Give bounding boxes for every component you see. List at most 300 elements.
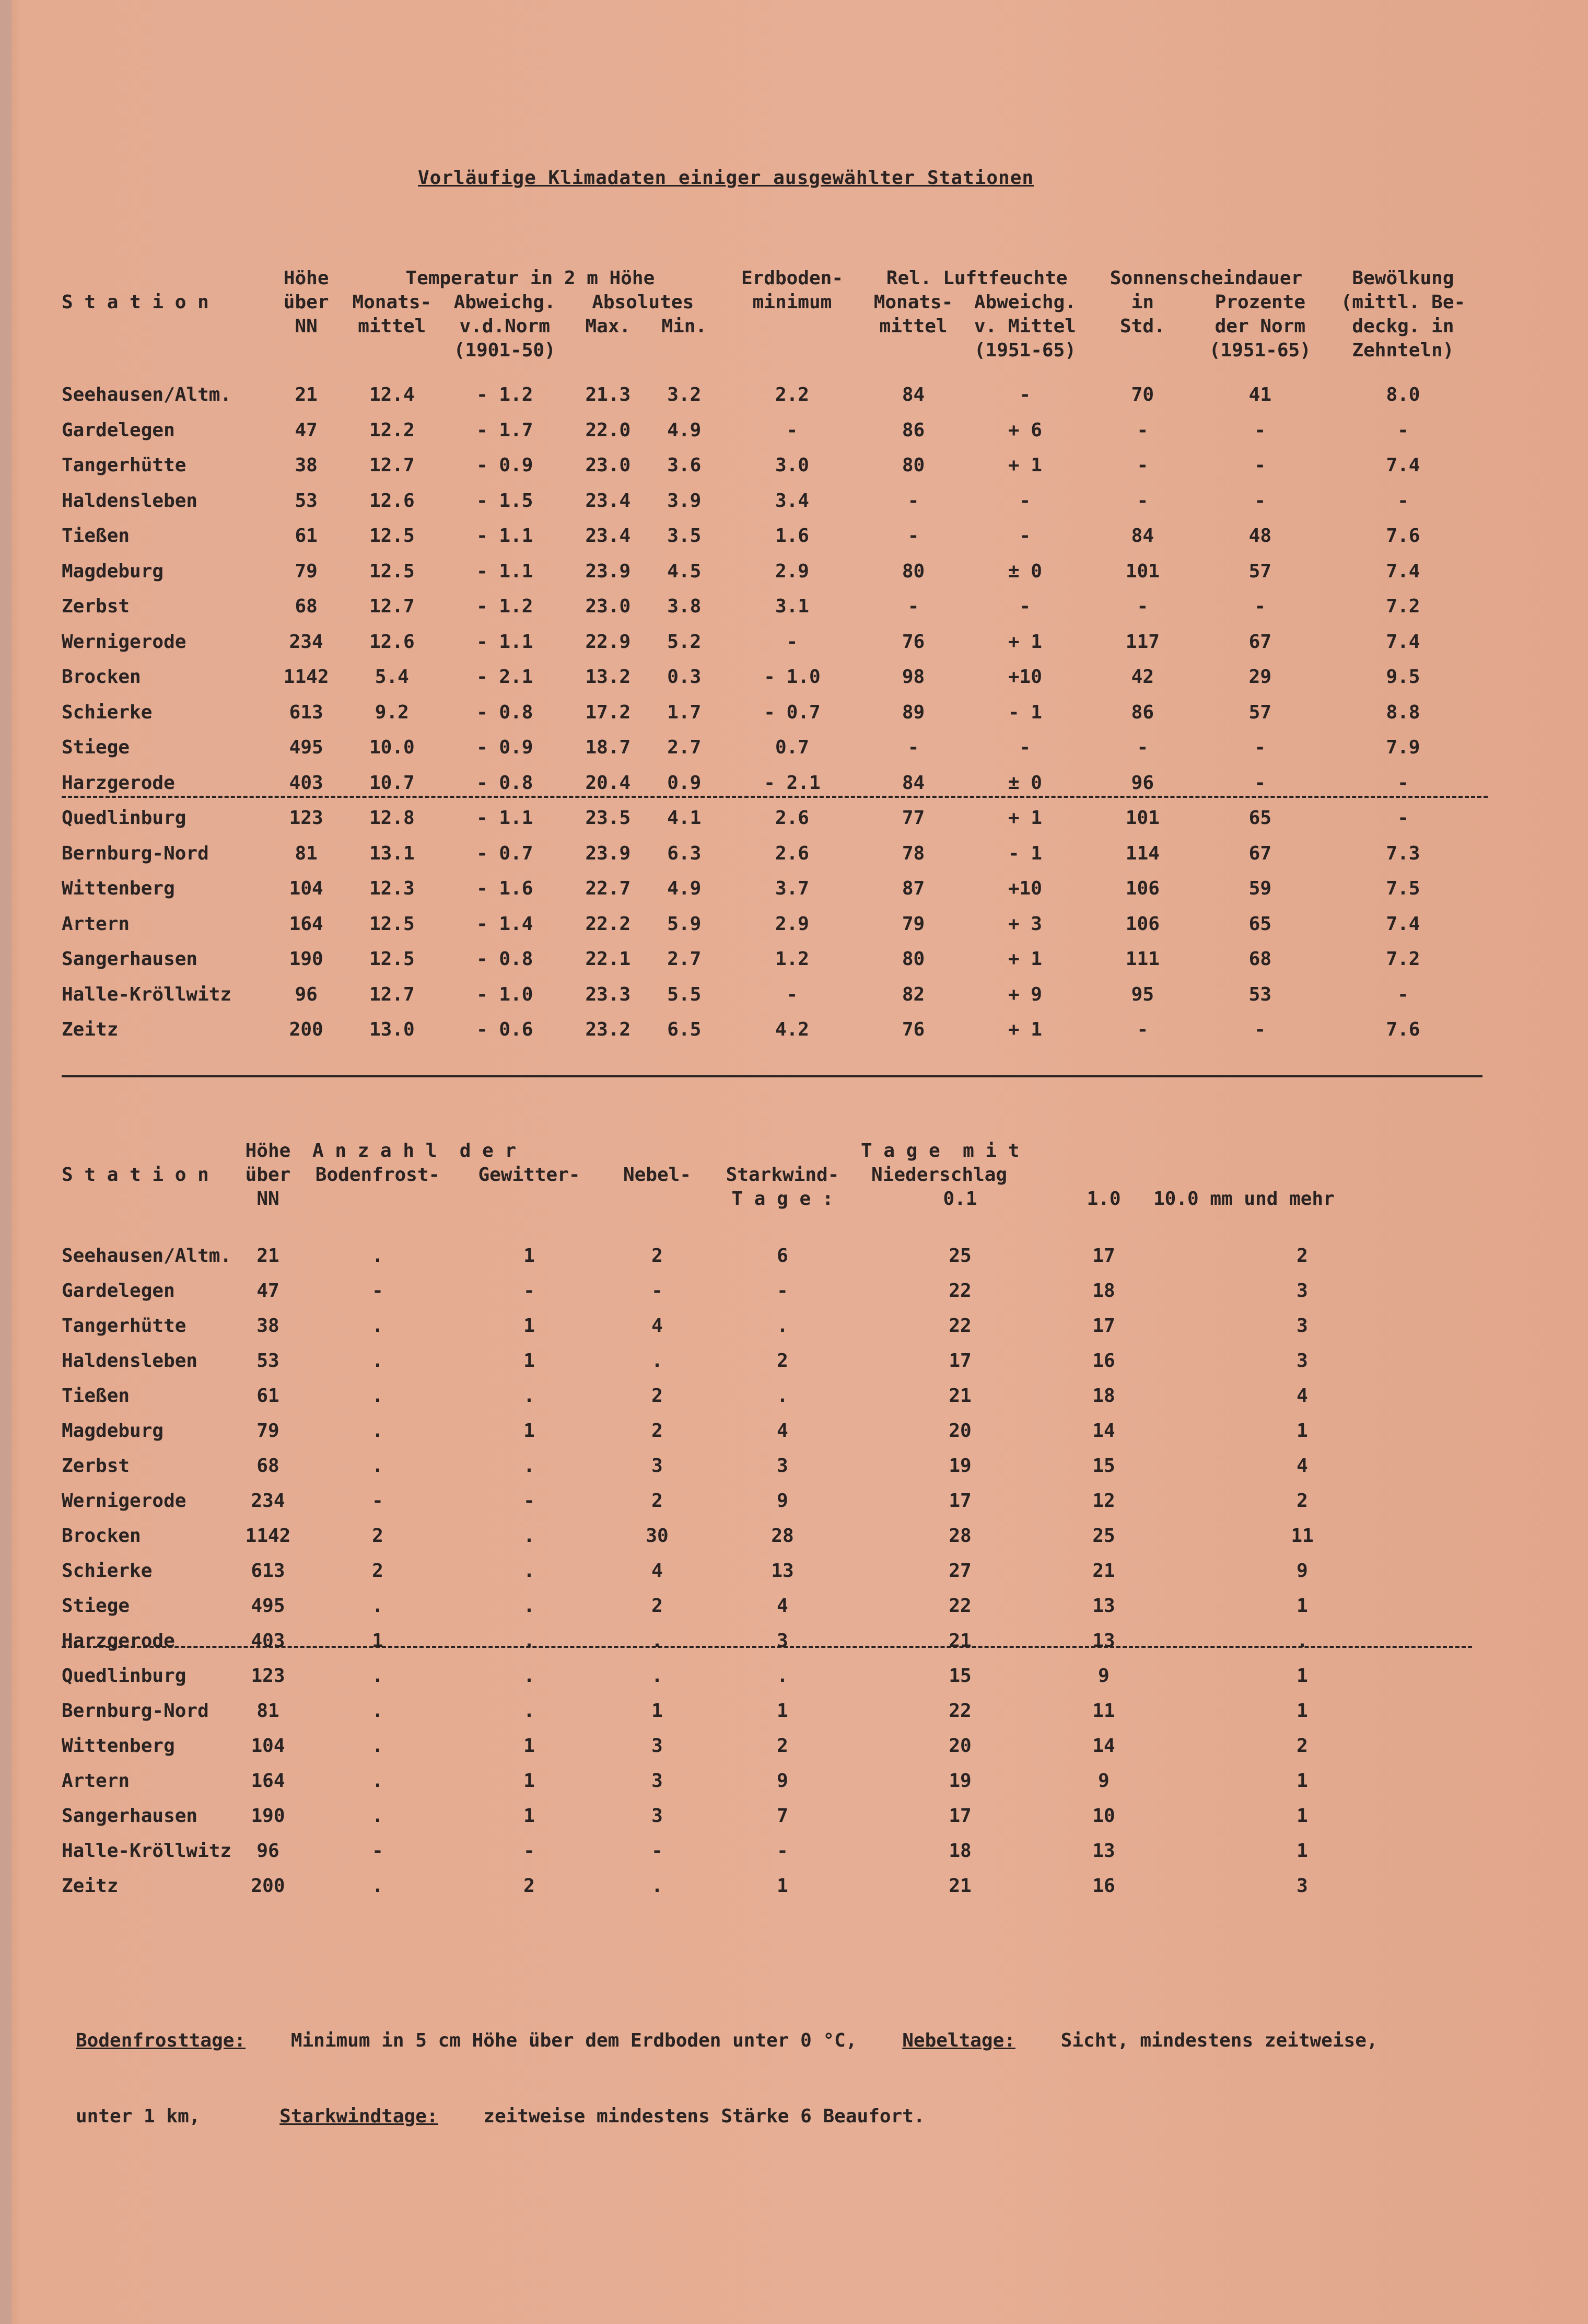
header2-hoehe-3: NN	[256, 1188, 279, 1210]
table1-cell: 2.6	[775, 842, 809, 864]
table2-cell: .	[372, 1245, 383, 1266]
header-hoehe-3: NN	[295, 316, 318, 337]
table2-cell: 12	[1092, 1490, 1115, 1512]
table1-cell: 61	[295, 525, 318, 547]
table2-cell: .	[372, 1315, 383, 1337]
table2-cell: 20	[949, 1420, 972, 1442]
table1-cell: 12.5	[369, 525, 415, 547]
table2-cell: 4	[1297, 1385, 1308, 1407]
table1-station-name: Seehausen/Altm.	[62, 384, 232, 406]
table1-cell: 7.4	[1386, 631, 1420, 653]
table1-cell: 7.6	[1386, 1019, 1420, 1041]
table1-cell: 106	[1125, 913, 1160, 935]
table1-cell: + 3	[1008, 913, 1042, 935]
header-hoehe-2: über	[283, 292, 329, 313]
table2-cell: 234	[251, 1490, 285, 1512]
table2-cell: .	[651, 1875, 663, 1897]
table1-cell: 12.5	[369, 560, 415, 582]
table1-cell: 12.5	[369, 913, 415, 935]
table1-cell: 57	[1248, 560, 1271, 582]
table1-cell: 76	[902, 1019, 925, 1041]
table1-cell: 23.0	[585, 455, 631, 477]
table1-cell: 4.9	[667, 419, 702, 441]
table2-cell: -	[372, 1490, 383, 1512]
table1-cell: 2.6	[775, 807, 809, 829]
table1-cell: 70	[1131, 384, 1154, 406]
table2-cell: 1	[523, 1805, 535, 1827]
header-sonne-group: Sonnenscheindauer	[1110, 268, 1303, 289]
table1-cell: 1142	[283, 666, 329, 688]
table2-row	[62, 1308, 1462, 1343]
table2-cell: 2	[651, 1420, 663, 1442]
table1-cell: 23.9	[585, 842, 631, 864]
table1-cell: - 0.8	[476, 701, 533, 723]
table1-cell: 47	[295, 419, 318, 441]
table1-cell: 10.7	[369, 772, 415, 794]
table1-cell: 7.9	[1386, 737, 1420, 759]
table1-cell: 1.6	[775, 525, 809, 547]
table2-cell: 7	[777, 1805, 788, 1827]
table2-cell: .	[372, 1420, 383, 1442]
table1-cell: 4.9	[667, 878, 702, 900]
header-station	[62, 266, 271, 290]
table2-cell: .	[1297, 1630, 1308, 1652]
climate-table-1-body	[62, 377, 1482, 1048]
table1-cell: 12.7	[369, 455, 415, 477]
header2-nebel: Nebel-	[623, 1164, 692, 1186]
table1-cell: 7.5	[1386, 878, 1420, 900]
table2-cell: -	[523, 1280, 535, 1302]
table2-cell: 11	[1291, 1525, 1314, 1547]
table1-cell: -	[1397, 419, 1409, 441]
table2-cell: .	[523, 1560, 535, 1582]
table2-cell: 2	[651, 1245, 663, 1266]
table2-cell: .	[372, 1770, 383, 1792]
table2-cell: 1	[523, 1315, 535, 1337]
header-sonne-proz-3: (1951-65)	[1209, 340, 1311, 361]
table1-cell: 12.6	[369, 631, 415, 653]
table2-cell: 2	[777, 1350, 788, 1372]
header-bewoelkung-3: deckg. in	[1352, 316, 1454, 337]
table2-cell: 4	[651, 1560, 663, 1582]
table1-cell: 23.2	[585, 1019, 631, 1041]
table1-cell: 95	[1131, 983, 1154, 1005]
table2-cell: 1	[1297, 1665, 1308, 1687]
table2-cell: 16	[1092, 1875, 1115, 1897]
table2-cell: 1	[651, 1700, 663, 1722]
table1-cell: 164	[289, 913, 323, 935]
table1-cell: 5.4	[375, 666, 409, 688]
table2-cell: 1	[372, 1630, 383, 1652]
table1-cell: 79	[902, 913, 925, 935]
table1-cell: -	[786, 983, 798, 1005]
table1-cell: 17.2	[585, 701, 631, 723]
table1-station-name: Magdeburg	[62, 560, 164, 582]
climate-table-2-body	[62, 1238, 1462, 1903]
table2-cell: .	[523, 1595, 535, 1617]
table1-cell: - 1.7	[476, 419, 533, 441]
table2-cell: 22	[949, 1280, 972, 1302]
table1-cell: -	[1137, 1019, 1149, 1041]
table2-station-name: Harzgerode	[62, 1630, 175, 1652]
table2-station-name: Bernburg-Nord	[62, 1700, 209, 1722]
table1-cell: ± 0	[1008, 772, 1042, 794]
table1-cell: - 1.2	[476, 596, 533, 618]
table2-cell: .	[523, 1700, 535, 1722]
table2-cell: 1	[523, 1735, 535, 1757]
table1-cell: 200	[289, 1019, 323, 1041]
table2-cell: 2	[1297, 1735, 1308, 1757]
table1-bottom-rule	[62, 1075, 1482, 1077]
table1-cell: 86	[902, 419, 925, 441]
header2-starkwind-1: Starkwind-	[726, 1164, 839, 1186]
table1-cell: 101	[1125, 807, 1160, 829]
table1-cell: 21.3	[585, 384, 631, 406]
table2-cell: .	[372, 1385, 383, 1407]
header-monatsmittel-2: mittel	[358, 316, 426, 337]
table1-station-name: Zeitz	[62, 1019, 119, 1041]
table2-row	[62, 1343, 1462, 1378]
table2-cell: .	[651, 1350, 663, 1372]
table1-cell: -	[1019, 596, 1031, 618]
table1-cell: -	[1254, 1019, 1266, 1041]
table1-cell: 7.4	[1386, 560, 1420, 582]
table1-row	[62, 977, 1482, 1013]
table2-cell: 3	[1297, 1315, 1308, 1337]
table1-cell: -	[1254, 455, 1266, 477]
footnote-nebel-label: Nebeltage:	[902, 2030, 1015, 2051]
table1-cell: 4.2	[775, 1019, 809, 1041]
table2-cell: 17	[949, 1350, 972, 1372]
table1-cell: - 1	[1008, 701, 1042, 723]
table1-cell: 5.2	[667, 631, 702, 653]
table1-row	[62, 836, 1482, 872]
table2-cell: 1	[1297, 1420, 1308, 1442]
table1-cell: 4.1	[667, 807, 702, 829]
table1-cell: + 1	[1008, 807, 1042, 829]
table1-cell: 111	[1125, 948, 1160, 970]
table2-cell: .	[651, 1630, 663, 1652]
table2-cell: .	[372, 1735, 383, 1757]
table2-dashed-separator	[62, 1646, 1472, 1648]
table1-row	[62, 659, 1482, 695]
table1-cell: 3.2	[667, 384, 702, 406]
table2-cell: 21	[256, 1245, 279, 1266]
table1-cell: - 1.0	[476, 983, 533, 1005]
table1-cell: 80	[902, 948, 925, 970]
table1-row	[62, 518, 1482, 554]
table1-cell: 12.8	[369, 807, 415, 829]
table2-cell: 18	[1092, 1385, 1115, 1407]
table1-cell: - 1.2	[476, 384, 533, 406]
table1-cell: 68	[295, 596, 318, 618]
table1-cell: 84	[902, 384, 925, 406]
table2-cell: 17	[949, 1490, 972, 1512]
table1-cell: 79	[295, 560, 318, 582]
table1-station-name: Brocken	[62, 666, 141, 688]
table2-cell: 2	[523, 1875, 535, 1897]
table2-cell: 20	[949, 1735, 972, 1757]
table1-cell: 3.1	[775, 596, 809, 618]
table2-cell: 18	[949, 1840, 972, 1862]
header-erdboden-1: Erdboden-	[741, 268, 844, 289]
header2-anzahl-group: A n z a h l d e r	[312, 1140, 517, 1161]
header2-hoehe-2: über	[245, 1164, 291, 1186]
table1-cell: 81	[295, 842, 318, 864]
table1-cell: 3.9	[667, 490, 702, 512]
table1-cell: 1.7	[667, 701, 702, 723]
header-feuchte-mittel-1: Monats-	[873, 292, 953, 313]
table2-cell: 403	[251, 1630, 285, 1652]
table2-row	[62, 1413, 1462, 1448]
table2-station-name: Wernigerode	[62, 1490, 186, 1512]
header-bewoelkung-4: Zehnteln)	[1352, 340, 1454, 361]
table1-cell: -	[1019, 490, 1031, 512]
table2-cell: 18	[1092, 1280, 1115, 1302]
table2-cell: 21	[949, 1630, 972, 1652]
table1-cell: -	[1397, 983, 1409, 1005]
table1-station-name: Wernigerode	[62, 631, 186, 653]
table2-cell: 19	[949, 1455, 972, 1477]
table2-cell: 13	[1092, 1595, 1115, 1617]
table2-station-name: Seehausen/Altm.	[62, 1245, 232, 1266]
table2-row	[62, 1763, 1462, 1798]
table2-station-name: Sangerhausen	[62, 1805, 198, 1827]
table2-cell: -	[651, 1840, 663, 1862]
table2-cell: 2	[651, 1385, 663, 1407]
table1-cell: 12.7	[369, 596, 415, 618]
table1-cell: - 1.1	[476, 631, 533, 653]
table1-cell: +10	[1008, 666, 1042, 688]
table2-station-name: Haldensleben	[62, 1350, 198, 1372]
table2-cell: 2	[372, 1525, 383, 1547]
table1-cell: -	[907, 737, 919, 759]
footnote-nebel-text: Sicht, mindestens zeitweise,	[1060, 2030, 1378, 2051]
table1-cell: -	[1397, 772, 1409, 794]
table1-cell: 57	[1248, 701, 1271, 723]
table1-cell: 65	[1248, 807, 1271, 829]
table1-cell: - 1.1	[476, 525, 533, 547]
table1-cell: 2.7	[667, 737, 702, 759]
table1-cell: 87	[902, 878, 925, 900]
table2-row	[62, 1728, 1462, 1763]
table1-cell: 22.7	[585, 878, 631, 900]
table1-cell: - 0.7	[764, 701, 821, 723]
table1-cell: -	[1137, 419, 1149, 441]
table2-cell: -	[777, 1280, 788, 1302]
table1-cell: 23.9	[585, 560, 631, 582]
table1-cell: + 1	[1008, 455, 1042, 477]
table2-cell: 6	[777, 1245, 788, 1266]
page-edge	[0, 0, 11, 2324]
table1-station-name: Tießen	[62, 525, 130, 547]
table1-cell: ± 0	[1008, 560, 1042, 582]
table2-cell: .	[777, 1665, 788, 1687]
table1-cell: 117	[1125, 631, 1160, 653]
table1-station-name: Schierke	[62, 701, 153, 723]
table2-cell: 3	[1297, 1875, 1308, 1897]
table1-cell: 4.5	[667, 560, 702, 582]
table1-cell: 18.7	[585, 737, 631, 759]
header2-gewitter: Gewitter-	[478, 1164, 580, 1186]
table1-cell: 7.2	[1386, 596, 1420, 618]
table1-cell: - 0.8	[476, 948, 533, 970]
table2-cell: 4	[777, 1595, 788, 1617]
table1-row	[62, 624, 1482, 660]
table1-cell: - 0.6	[476, 1019, 533, 1041]
header-station-label: S t a t i o n	[62, 292, 209, 313]
table1-row	[62, 765, 1482, 801]
table2-cell: 21	[949, 1385, 972, 1407]
table2-cell: .	[523, 1455, 535, 1477]
table1-cell: 9.5	[1386, 666, 1420, 688]
header2-n01: 0.1	[943, 1188, 977, 1210]
table2-cell: 22	[949, 1315, 972, 1337]
table1-cell: 59	[1248, 878, 1271, 900]
table2-cell: -	[777, 1840, 788, 1862]
table2-cell: 17	[949, 1805, 972, 1827]
table2-cell: 1142	[245, 1525, 291, 1547]
table1-cell: -	[907, 596, 919, 618]
table2-cell: 15	[949, 1665, 972, 1687]
table1-cell: 96	[1131, 772, 1154, 794]
table1-cell: 0.7	[775, 737, 809, 759]
footnote-bodenfrost-label: Bodenfrosttage:	[76, 2030, 246, 2051]
table2-cell: 13	[1092, 1630, 1115, 1652]
table1-cell: 84	[1131, 525, 1154, 547]
table1-cell: 13.0	[369, 1019, 415, 1041]
table2-cell: 3	[777, 1455, 788, 1477]
table1-cell: - 1.1	[476, 807, 533, 829]
header2-starkwind-2: T a g e :	[731, 1188, 834, 1210]
table1-cell: 77	[902, 807, 925, 829]
table2-cell: 2	[1297, 1490, 1308, 1512]
table1-cell: 7.6	[1386, 525, 1420, 547]
table1-station-name: Quedlinburg	[62, 807, 186, 829]
table1-cell: 23.4	[585, 490, 631, 512]
table1-cell: 21	[295, 384, 318, 406]
table1-cell: -	[907, 525, 919, 547]
table2-station-name: Brocken	[62, 1525, 141, 1547]
table2-cell: 1	[523, 1770, 535, 1792]
table2-cell: 19	[949, 1770, 972, 1792]
table2-cell: 13	[771, 1560, 794, 1582]
table1-cell: -	[1397, 807, 1409, 829]
table2-cell: 3	[651, 1805, 663, 1827]
table1-cell: 0.3	[667, 666, 702, 688]
climate-table-1	[62, 266, 1482, 1048]
table2-cell: .	[372, 1805, 383, 1827]
table1-cell: 101	[1125, 560, 1160, 582]
table1-cell: 65	[1248, 913, 1271, 935]
table1-cell: + 1	[1008, 1019, 1042, 1041]
header-feuchte-abw-2: v. Mittel	[974, 316, 1076, 337]
table1-cell: - 0.9	[476, 737, 533, 759]
table1-cell: 12.2	[369, 419, 415, 441]
table1-station-name: Gardelegen	[62, 419, 175, 441]
table1-cell: 2.9	[775, 560, 809, 582]
table2-cell: 53	[256, 1350, 279, 1372]
header-monatsmittel-1: Monats-	[352, 292, 432, 313]
table1-station-name: Artern	[62, 913, 130, 935]
header2-niederschlag: Niederschlag	[871, 1164, 1008, 1186]
table2-cell: .	[372, 1665, 383, 1687]
table1-cell: 23.4	[585, 525, 631, 547]
table2-cell: 25	[1092, 1525, 1115, 1547]
table1-cell: 96	[295, 983, 318, 1005]
table2-cell: 495	[251, 1595, 285, 1617]
table2-cell: 2	[1297, 1245, 1308, 1266]
header-abweichung-1: Abweichg.	[453, 292, 556, 313]
table1-cell: 22.2	[585, 913, 631, 935]
table1-cell: 22.1	[585, 948, 631, 970]
table1-cell: 12.3	[369, 878, 415, 900]
table2-cell: .	[523, 1385, 535, 1407]
header2-hoehe-1: Höhe	[245, 1140, 291, 1161]
table2-cell: 200	[251, 1875, 285, 1897]
table1-cell: -	[1137, 737, 1149, 759]
table1-cell: -	[1397, 490, 1409, 512]
table2-cell: 1	[1297, 1700, 1308, 1722]
table2-cell: 1	[777, 1700, 788, 1722]
table2-row	[62, 1798, 1462, 1833]
table2-cell: 17	[1092, 1245, 1115, 1266]
table2-cell: 3	[777, 1630, 788, 1652]
document-title: Vorläufige Klimadaten einiger ausgewählter Stationen	[418, 167, 1034, 189]
table2-cell: -	[523, 1490, 535, 1512]
table1-row	[62, 377, 1482, 413]
table1-cell: 84	[902, 772, 925, 794]
header-absolutes: Absolutes	[592, 292, 694, 313]
header-max: Max.	[585, 316, 631, 337]
table2-cell: 104	[251, 1735, 285, 1757]
table2-cell: 21	[949, 1875, 972, 1897]
table1-cell: - 0.8	[476, 772, 533, 794]
table2-row	[62, 1658, 1462, 1693]
table2-cell: -	[372, 1840, 383, 1862]
table1-cell: 3.8	[667, 596, 702, 618]
table1-cell: 8.0	[1386, 384, 1420, 406]
table2-station-name: Wittenberg	[62, 1735, 175, 1757]
table1-cell: 106	[1125, 878, 1160, 900]
table2-cell: 68	[256, 1455, 279, 1477]
table2-cell: -	[651, 1280, 663, 1302]
table2-cell: 1	[777, 1875, 788, 1897]
header-feuchte-mittel-2: mittel	[879, 316, 948, 337]
table1-cell: 89	[902, 701, 925, 723]
table1-cell: + 9	[1008, 983, 1042, 1005]
table2-row	[62, 1238, 1462, 1273]
table2-cell: 28	[771, 1525, 794, 1547]
table2-cell: .	[372, 1350, 383, 1372]
table1-cell: 67	[1248, 842, 1271, 864]
table1-station-name: Sangerhausen	[62, 948, 198, 970]
table2-station-name: Magdeburg	[62, 1420, 164, 1442]
table2-cell: 30	[646, 1525, 669, 1547]
table1-cell: 5.5	[667, 983, 702, 1005]
table1-row	[62, 589, 1482, 624]
table1-cell: -	[1019, 384, 1031, 406]
table2-cell: .	[777, 1385, 788, 1407]
table1-cell: -	[1254, 772, 1266, 794]
table1-cell: 13.2	[585, 666, 631, 688]
table1-cell: 114	[1125, 842, 1160, 864]
table1-station-name: Bernburg-Nord	[62, 842, 209, 864]
climate-table-2	[62, 1139, 1462, 1903]
table1-cell: +10	[1008, 878, 1042, 900]
table2-cell: 613	[251, 1560, 285, 1582]
table2-cell: 164	[251, 1770, 285, 1792]
